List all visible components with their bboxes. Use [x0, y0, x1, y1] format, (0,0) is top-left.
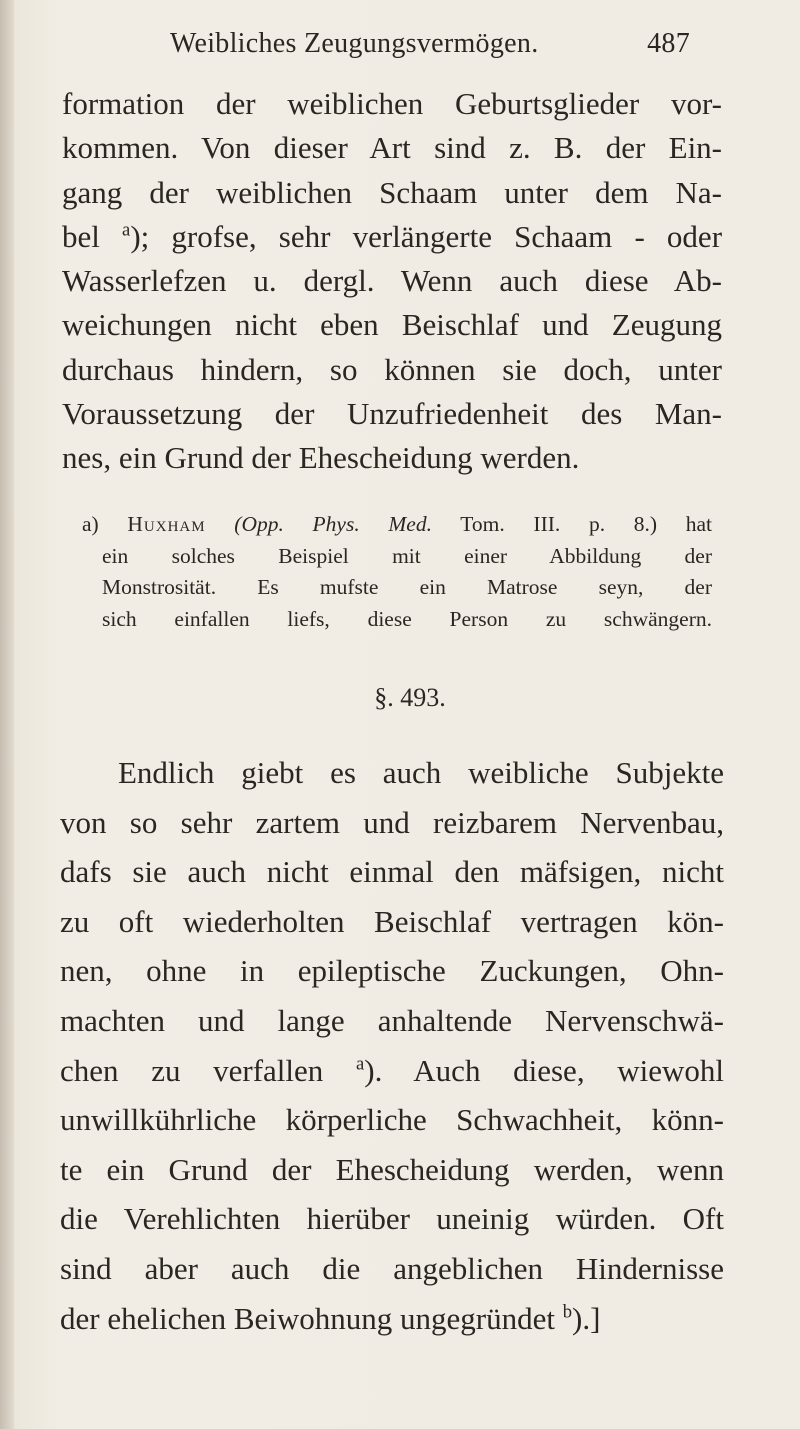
footnote: [82, 509, 712, 635]
text-line: von so sehr zartem und reizbarem Nervenbau,: [60, 804, 724, 840]
paragraph-continued: [62, 82, 722, 481]
section-heading: §. 493.: [374, 683, 446, 712]
text-line: sind aber auch die angeblichen Hindernisse: [60, 1250, 724, 1286]
text-fragment: der ehelichen Beiwohnung ungegründet: [60, 1300, 555, 1336]
footnote-line: [82, 509, 712, 541]
footnote-label: a): [82, 512, 128, 536]
text-fragment: bel: [62, 218, 100, 254]
text-line: die Verehlichten hierüber uneinig würden. Oft: [60, 1201, 724, 1237]
text-line: [60, 1294, 724, 1344]
text-line: nes, ein Grund der Ehescheidung werden.: [62, 440, 580, 476]
text-fragment: ).]: [572, 1300, 601, 1336]
text-line: dafs sie auch nicht einmal den mäfsigen, nicht: [60, 854, 724, 890]
paragraph-section-493: [60, 748, 724, 1343]
text-line: machten und lange anhaltende Nervenschwä-: [60, 1002, 724, 1038]
text-line: [62, 215, 722, 259]
text-line: Wasserlefzen u. dergl. Wenn auch diese Ab-: [62, 263, 722, 299]
text-fragment: chen zu verfallen: [60, 1052, 324, 1088]
text-fragment: ); grofse, sehr verlängerte Schaam - oder: [130, 218, 723, 254]
footnote-reference: (Opp. Phys. Med.: [234, 512, 432, 536]
text-line: unwillkührliche körperliche Schwachheit, könn-: [60, 1102, 724, 1138]
footnote-marker: a: [122, 219, 131, 241]
text-line: te ein Grund der Ehescheidung werden, wenn: [60, 1151, 724, 1187]
running-title: Weibliches Zeugungsvermögen.: [170, 28, 539, 59]
footnote-marker: b: [562, 1301, 573, 1323]
text-line: Endlich giebt es auch weibliche Subjekte: [118, 755, 724, 790]
running-header: [170, 28, 690, 68]
text-line: kommen. Von dieser Art sind z. B. der Ein-: [62, 130, 722, 166]
footnote-marker: a: [355, 1053, 365, 1075]
footnote-line: sich einfallen liefs, diese Person zu schwängern.: [102, 606, 712, 631]
text-line: gang der weiblichen Schaam unter dem Na-: [62, 174, 722, 210]
footnote-author: Huxham: [127, 512, 206, 536]
text-line: [60, 1046, 724, 1096]
text-line: Voraussetzung der Unzufriedenheit des Man-: [62, 396, 722, 432]
text-line: durchaus hindern, so können sie doch, unter: [62, 351, 722, 387]
text-line: zu oft wiederholten Beischlaf vertragen kön-: [60, 903, 724, 939]
text-line: weichungen nicht eben Beischlaf und Zeugung: [62, 307, 722, 343]
text-line: formation der weiblichen Geburtsglieder vor-: [62, 86, 722, 121]
text-fragment: ). Auch diese, wiewohl: [364, 1052, 725, 1088]
footnote-line: ein solches Beispiel mit einer Abbildung der: [102, 543, 712, 568]
page-gutter: [0, 0, 14, 1429]
footnote-line: Monstrosität. Es mufste ein Matrose seyn, der: [102, 575, 712, 599]
footnote-reference-rest: Tom. III. p. 8.) hat: [431, 512, 713, 536]
text-line: nen, ohne in epileptische Zuckungen, Ohn-: [60, 953, 724, 989]
page-number: 487: [647, 28, 690, 59]
